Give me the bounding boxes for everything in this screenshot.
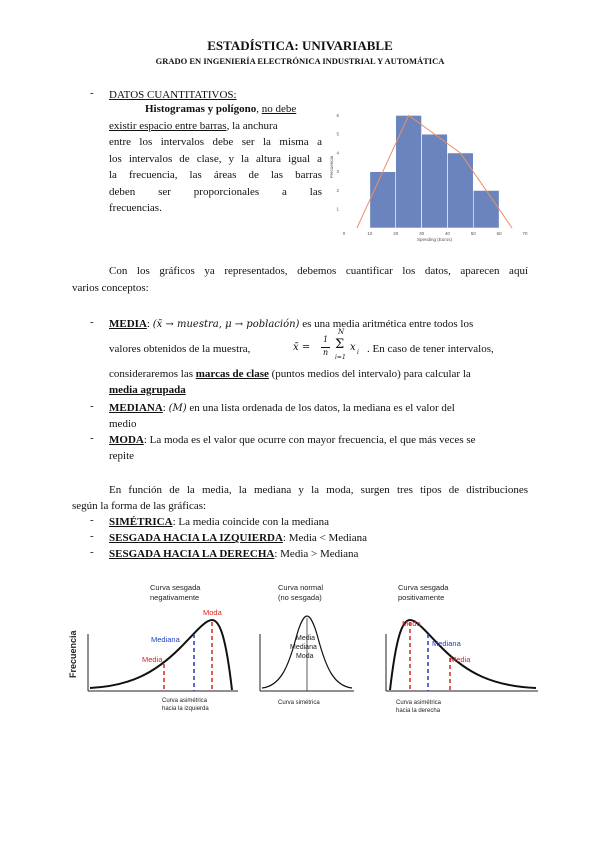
- left-mediana-label: Mediana: [151, 635, 180, 644]
- left-caption1: Curva asimétrica: [162, 698, 208, 704]
- x-tick-label: 70: [522, 231, 528, 236]
- intro-line1: Con los gráficos ya representados, debemos cuantificar los datos, aparecen aquí: [109, 265, 528, 277]
- media-text4-pre: consideraremos las: [109, 368, 196, 380]
- mid-mediana-label: Mediana: [290, 644, 317, 651]
- left-media-label: Media: [142, 655, 163, 664]
- document-title: ESTADÍSTICA: UNIVARIABLE: [207, 38, 393, 53]
- media-label: MEDIA: [109, 318, 147, 330]
- distrib-item-derecha: [109, 546, 358, 563]
- histogram-bar: [396, 115, 422, 228]
- media-text3: . En caso de tener intervalos,: [367, 343, 494, 355]
- left-caption2: hacia la izquierda: [162, 706, 209, 712]
- formula-frac-num: 1: [323, 335, 329, 344]
- item-label: SESGADA HACIA LA IZQUIERDA: [109, 532, 283, 544]
- histogram-bar: [370, 172, 396, 228]
- x-axis-label: Spending (Euros): [416, 237, 453, 242]
- mediana-text1: en una lista ordenada de los datos, la mediana es el valor del: [186, 402, 455, 414]
- media-line4: [109, 366, 471, 383]
- skewness-curves-figure: [60, 578, 540, 723]
- right-mediana-label: Mediana: [432, 639, 461, 648]
- left-moda-label: Moda: [203, 608, 222, 617]
- histogram-bar: [422, 134, 448, 228]
- mid-media-label: Media: [296, 635, 316, 642]
- bullet-dash: -: [90, 530, 94, 542]
- desc-line6: deben ser proporcionales a las: [109, 185, 322, 198]
- right-title1: Curva sesgada: [398, 583, 449, 592]
- desc-line5: la frecuencia, las áreas de las barras: [109, 169, 322, 181]
- item-label: SIMÉTRICA: [109, 516, 173, 528]
- bullet-dash: -: [90, 546, 94, 558]
- distrib-intro2: según la forma de las gráficas:: [72, 500, 207, 512]
- formula-sum-bottom: i=1: [335, 354, 346, 361]
- hist-title: Histogramas y polígono: [145, 103, 257, 115]
- moda-text1: : La moda es el valor que ocurre con mayor frecuencia, el que más veces se: [143, 434, 476, 446]
- mid-title2: (no sesgada): [278, 593, 322, 602]
- right-caption1: Curva asimétrica: [396, 700, 442, 706]
- no-space-text: no debe: [261, 103, 297, 115]
- intro-line2: varios conceptos:: [72, 282, 149, 294]
- moda-text2: repite: [109, 450, 135, 462]
- formula-var: x: [350, 342, 356, 353]
- media-text4-post: (puntos medios del intervalo) para calcular la: [268, 368, 471, 380]
- x-tick-label: 50: [470, 231, 476, 236]
- moda-line1: [109, 432, 476, 449]
- y-tick-label: 6: [336, 112, 339, 118]
- bullet-dash: -: [90, 316, 94, 328]
- histogram-chart: [330, 100, 535, 248]
- media-text1: es una media aritmética entre todos los: [299, 318, 474, 330]
- mediana-line1: [109, 400, 455, 418]
- bullet-dash: -: [90, 400, 94, 412]
- item-text: : Media > Mediana: [274, 548, 359, 560]
- item-text: : La media coincide con la mediana: [172, 516, 329, 528]
- x-tick-label: 30: [419, 231, 425, 236]
- x-tick-label: 0: [342, 231, 346, 236]
- mediana-label: MEDIANA: [109, 402, 163, 414]
- item-text: : Media < Mediana: [282, 532, 368, 544]
- mid-moda-label: Moda: [296, 653, 314, 660]
- y-tick-label: 4: [336, 150, 339, 156]
- desc-line3: entre los intervalos debe ser la misma a: [109, 136, 322, 148]
- media-text2: valores obtenidos de la muestra,: [109, 343, 251, 355]
- curves-ylabel: Frecuencia: [68, 630, 78, 678]
- histogram-bar: [447, 153, 473, 228]
- mid-caption: Curva simétrica: [278, 700, 320, 706]
- desc-line4: los intervalos de clase, y la altura igual a: [109, 152, 322, 165]
- mid-title1: Curva normal: [278, 583, 324, 592]
- x-tick-label: 10: [367, 231, 373, 236]
- sum-symbol: Σ: [335, 337, 345, 352]
- y-tick-label: 1: [336, 206, 339, 212]
- formula-sub: i: [357, 349, 359, 356]
- bullet-dash: -: [90, 87, 94, 99]
- media-line1: [109, 316, 528, 334]
- right-caption2: hacia la derecha: [396, 708, 441, 714]
- mediana-text2: medio: [109, 418, 137, 430]
- y-axis-label: Frecuencia: [329, 155, 334, 179]
- moda-label: MODA: [109, 434, 144, 446]
- right-moda-label: Moda: [402, 619, 421, 628]
- marcas-de-clase: marcas de clase: [195, 368, 269, 380]
- bullet-dash: -: [90, 514, 94, 526]
- left-title1: Curva sesgada: [150, 583, 201, 592]
- desc-line7: frecuencias.: [109, 202, 162, 214]
- left-title2: negativamente: [150, 593, 200, 602]
- right-title2: positivamente: [398, 593, 445, 602]
- mediana-symbol: (M): [168, 403, 187, 414]
- media-agrupada: media agrupada: [109, 384, 186, 396]
- comma: ,: [256, 103, 262, 115]
- line2-rest: , la anchura: [226, 119, 278, 132]
- histogram-description: [109, 101, 322, 217]
- histogram-bar: [473, 190, 499, 228]
- x-tick-label: 20: [393, 231, 399, 236]
- formula-sum-top: N: [338, 328, 345, 336]
- no-space-text-2: existir espacio entre barras: [109, 119, 227, 132]
- distrib-item-izquierda: [109, 530, 367, 547]
- y-tick-label: 5: [336, 131, 339, 137]
- x-tick-label: 40: [444, 231, 450, 236]
- distrib-item-simetrica: [109, 514, 329, 531]
- document-subtitle: GRADO EN INGENIERÍA ELECTRÓNICA INDUSTRIAL Y AUTOMÁTICA: [155, 56, 445, 66]
- x-tick-label: 60: [496, 231, 502, 236]
- y-tick-label: 3: [336, 169, 339, 175]
- media-notation: (x̄ → muestra, μ → población): [152, 319, 300, 330]
- right-media-label: Media: [450, 655, 471, 664]
- section-heading-cuantitativos: DATOS CUANTITATIVOS:: [109, 89, 237, 101]
- y-tick-label: 2: [336, 187, 339, 193]
- item-label: SESGADA HACIA LA DERECHA: [109, 548, 275, 560]
- formula-lhs: x̄ =: [293, 342, 311, 353]
- colon: :: [162, 402, 169, 414]
- distrib-intro1: En función de la media, la mediana y la moda, surgen tres tipos de distribuciones: [109, 484, 528, 496]
- formula-frac-den: n: [323, 348, 329, 357]
- bullet-dash: -: [90, 432, 94, 444]
- colon: :: [146, 318, 153, 330]
